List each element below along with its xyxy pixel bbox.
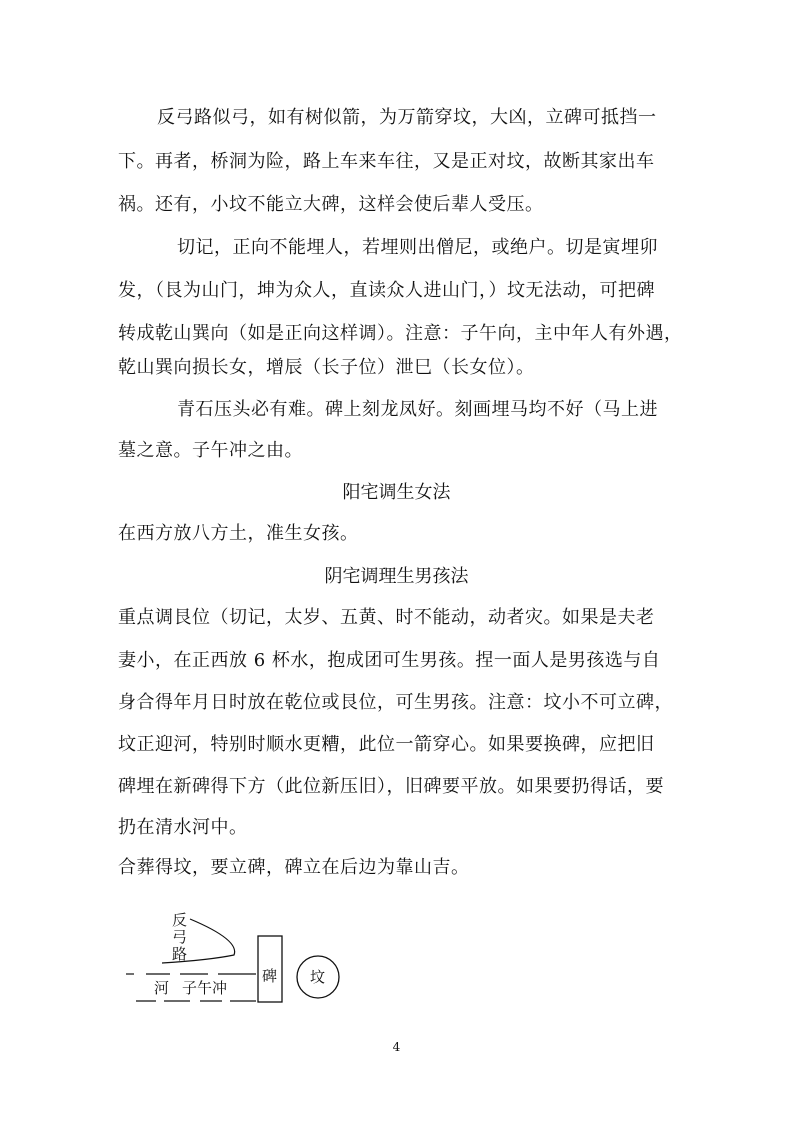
paragraph-line: 青石压头必有难。碑上刻龙凤好。刻画埋马均不好（马上进 (177, 399, 658, 420)
paragraph-line: 转成乾山巽向（如是正向这样调）。注意：子午向，主中年人有外遇， (118, 323, 683, 344)
paragraph-line: 下。再者，桥洞为险，路上车来车往，又是正对坟，故断其家出车 (118, 151, 655, 172)
paragraph-line: 坟正迎河，特别时顺水更糟，此位一箭穿心。如果要换碑，应把旧 (118, 734, 655, 755)
paragraph-line: 身合得年月日时放在乾位或艮位，可生男孩。注意：坟小不可立碑， (118, 692, 673, 713)
paragraph-line: 扔在清水河中。 (118, 817, 248, 838)
paragraph-line: 在西方放八方土，准生女孩。 (118, 523, 359, 544)
road-label-2: 弓 (172, 928, 188, 946)
paragraph-line: 碑埋在新碑得下方（此位新压旧），旧碑要平放。如果要扔得话，要 (118, 776, 664, 797)
ziwu-label: 子午冲 (182, 979, 228, 997)
stele-label: 碑 (262, 967, 278, 985)
grave-diagram (110, 905, 360, 1015)
paragraph-line: 反弓路似弓，如有树似箭，为万箭穿坟，大凶，立碑可抵挡一 (157, 107, 657, 128)
paragraph-line: 切记，正向不能埋人，若埋则出僧尼，或绝户。切是寅埋卯 (177, 237, 658, 258)
paragraph-line: 发，（艮为山门，坤为众人，直读众人进山门，）坟无法动，可把碑 (118, 280, 655, 301)
paragraph-line: 妻小，在正西放 6 杯水，抱成团可生男孩。捏一面人是男孩选与自 (118, 650, 661, 671)
paragraph-line: 乾山巽向损长女，增辰（长子位）泄巳（长女位）。 (118, 357, 535, 378)
section-heading-yinzhai: 阴宅调理生男孩法 (324, 566, 469, 587)
tomb-label: 坟 (310, 968, 326, 986)
paragraph-line: 墓之意。子午冲之由。 (118, 440, 303, 461)
river-label: 河 (154, 979, 170, 997)
paragraph-line: 合葬得坟，要立碑，碑立在后边为靠山吉。 (118, 857, 470, 878)
section-heading-yangzhai: 阳宅调生女法 (342, 482, 451, 503)
paragraph-line: 重点调艮位（切记，太岁、五黄、时不能动，动者灾。如果是夫老 (118, 607, 655, 628)
road-label-3: 路 (172, 945, 188, 963)
page-number: 4 (392, 1040, 401, 1054)
paragraph-line: 祸。还有，小坟不能立大碑，这样会使后辈人受压。 (118, 194, 544, 215)
road-label-1: 反 (172, 911, 188, 929)
